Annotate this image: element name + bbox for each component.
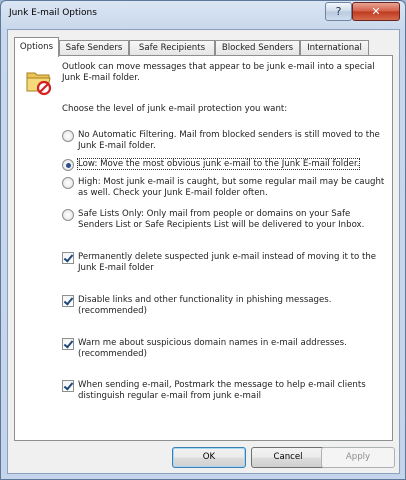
postmark-label[interactable] xyxy=(78,380,366,403)
checkbox-postmark[interactable] xyxy=(62,380,74,392)
tab-international[interactable]: International xyxy=(300,40,369,56)
safe-lists-line-1: Safe Lists Only: Only mail from people or domains on your Safe xyxy=(78,209,351,219)
intro-text xyxy=(62,62,375,85)
safe-lists-line-2: Senders List or Safe Recipients List will be delivered to your Inbox. xyxy=(78,220,365,231)
postmark-line-2: distinguish regular e-mail from junk e-mail xyxy=(78,391,261,402)
high-label[interactable] xyxy=(78,177,384,200)
title-bar[interactable] xyxy=(1,1,405,28)
no-filtering-line-1: No Automatic Filtering. Mail from blocked senders is still moved to the xyxy=(78,130,380,140)
low-line-1: Low: Move the most obvious junk e-mail to the Junk E-mail folder. xyxy=(78,159,360,169)
cancel-button[interactable]: Cancel xyxy=(251,447,325,468)
window-title: Junk E-mail Options xyxy=(9,8,97,18)
high-line-2: as well. Check your Junk E-mail folder often. xyxy=(78,188,268,199)
disable-links-line-2: (recommended) xyxy=(78,306,147,317)
close-button[interactable]: ✕ xyxy=(352,2,400,21)
tab-safe-recipients[interactable]: Safe Recipients xyxy=(129,40,215,56)
permanently-delete-line-1: Permanently delete suspected junk e-mail instead of moving it to the xyxy=(78,252,377,262)
intro-line-2: Junk E-mail folder. xyxy=(62,73,140,84)
warn-domains-line-1: Warn me about suspicious domain names in e-mail addresses. xyxy=(78,338,347,348)
intro-line-1: Outlook can move messages that appear to be junk e-mail into a special xyxy=(62,62,375,72)
no-filtering-label[interactable] xyxy=(78,130,380,153)
permanently-delete-label[interactable] xyxy=(78,252,376,275)
low-label[interactable] xyxy=(78,159,359,170)
checkbox-warn-suspicious-domains[interactable] xyxy=(62,338,74,350)
no-filtering-line-2: Junk E-mail folder. xyxy=(78,141,156,152)
radio-no-automatic-filtering[interactable] xyxy=(62,130,74,142)
dialog-client-area xyxy=(7,29,400,474)
radio-high[interactable] xyxy=(62,177,74,189)
safe-lists-label[interactable] xyxy=(78,209,364,232)
postmark-line-1: When sending e-mail, Postmark the message to help e-mail clients xyxy=(78,380,366,390)
options-panel xyxy=(14,55,393,441)
high-line-1: High: Most junk e-mail is caught, but some regular mail may be caught xyxy=(78,177,385,187)
tab-safe-senders[interactable]: Safe Senders xyxy=(59,40,129,56)
help-button[interactable]: ? xyxy=(325,2,352,21)
junk-folder-icon xyxy=(25,66,53,96)
checkbox-disable-links[interactable] xyxy=(62,295,74,307)
disable-links-line-1: Disable links and other functionality in phishing messages. xyxy=(78,295,332,305)
apply-button[interactable]: Apply xyxy=(321,447,395,468)
tab-options[interactable]: Options xyxy=(14,37,59,57)
radio-safe-lists-only[interactable] xyxy=(62,209,74,221)
permanently-delete-line-2: Junk E-mail folder xyxy=(78,263,154,274)
warn-domains-label[interactable] xyxy=(78,338,347,361)
checkbox-permanently-delete[interactable] xyxy=(62,252,74,264)
radio-low[interactable] xyxy=(62,159,74,171)
warn-domains-line-2: (recommended) xyxy=(78,349,147,360)
ok-button[interactable]: OK xyxy=(172,447,246,468)
disable-links-label[interactable] xyxy=(78,295,332,318)
choose-level-label: Choose the level of junk e-mail protection you want: xyxy=(62,104,288,114)
tab-blocked-senders[interactable]: Blocked Senders xyxy=(215,40,300,56)
